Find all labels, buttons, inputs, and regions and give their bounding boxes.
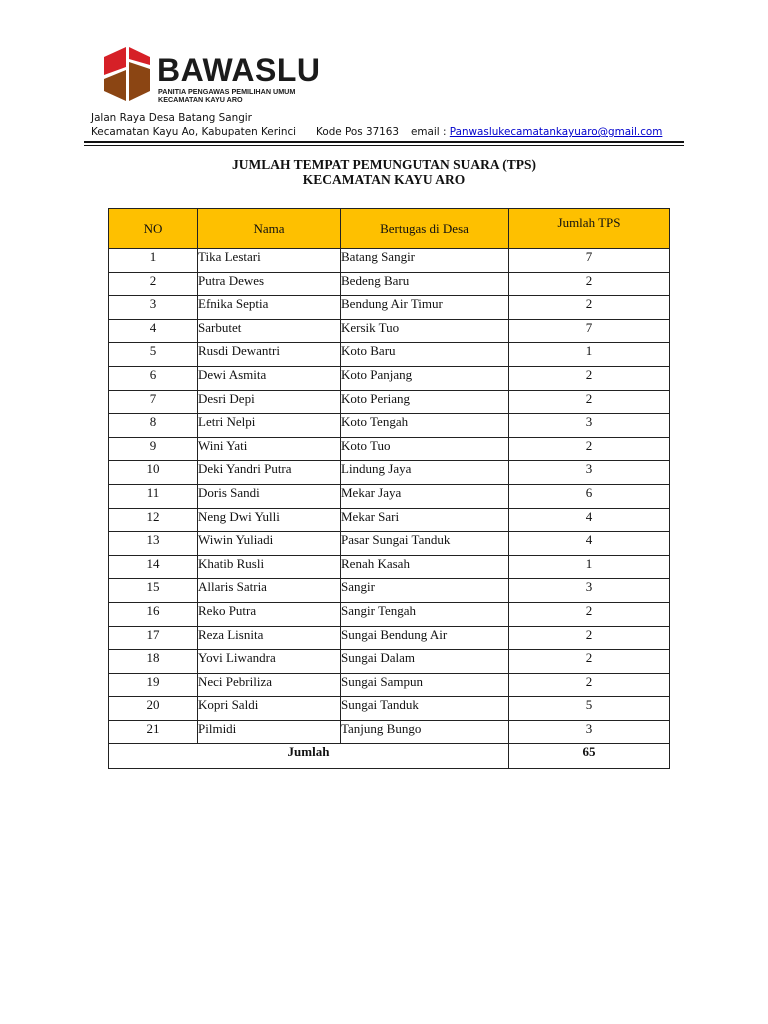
cell-jumlah-tps: 6 [509,484,670,508]
cell-nama: Efnika Septia [198,296,341,320]
cell-jumlah-tps: 3 [509,461,670,485]
cell-desa: Sangir [341,579,509,603]
cell-no: 15 [109,579,198,603]
cell-desa: Kersik Tuo [341,319,509,343]
cell-desa: Koto Baru [341,343,509,367]
header-no: NO [109,209,198,249]
cell-no: 14 [109,555,198,579]
cell-desa: Pasar Sungai Tanduk [341,532,509,556]
cell-no: 18 [109,650,198,674]
bawaslu-logo [92,40,338,112]
address-district: Kecamatan Kayu Ao, Kabupaten Kerinci [91,126,297,138]
cell-nama: Neci Pebriliza [198,673,341,697]
postal-code: Kode Pos 37163 [316,126,400,138]
cell-nama: Desri Depi [198,390,341,414]
table-row [109,249,670,273]
table-row [109,437,670,461]
email-label: email : [411,126,447,138]
total-value: 65 [509,744,670,769]
address-line-2 [91,126,662,139]
cell-nama: Pilmidi [198,720,341,744]
cell-no: 2 [109,272,198,296]
cell-no: 8 [109,414,198,438]
cell-jumlah-tps: 7 [509,319,670,343]
address-line-1: Jalan Raya Desa Batang Sangir [91,112,252,124]
cell-nama: Tika Lestari [198,249,341,273]
cell-nama: Yovi Liwandra [198,650,341,674]
document-title: JUMLAH TEMPAT PEMUNGUTAN SUARA (TPS) [231,157,536,172]
table-row [109,390,670,414]
cell-jumlah-tps: 3 [509,414,670,438]
cell-desa: Tanjung Bungo [341,720,509,744]
logo-wordmark: BAWASLU [157,52,321,88]
cell-desa: Sungai Dalam [341,650,509,674]
cell-nama: Letri Nelpi [198,414,341,438]
cell-nama: Sarbutet [198,319,341,343]
email-link[interactable]: Panwaslukecamatankayuaro@gmail.com [449,126,663,138]
cell-jumlah-tps: 5 [509,697,670,721]
cell-no: 20 [109,697,198,721]
cell-jumlah-tps: 3 [509,720,670,744]
table-row [109,697,670,721]
cell-nama: Deki Yandri Putra [198,461,341,485]
cell-jumlah-tps: 2 [509,366,670,390]
cell-nama: Khatib Rusli [198,555,341,579]
cell-jumlah-tps: 2 [509,650,670,674]
cell-desa: Bendung Air Timur [341,296,509,320]
cell-desa: Sungai Tanduk [341,697,509,721]
table-body [109,249,670,744]
cell-no: 5 [109,343,198,367]
table-row [109,720,670,744]
logo-subtitle-2: KECAMATAN KAYU ARO [158,95,243,104]
table-row [109,579,670,603]
cell-no: 11 [109,484,198,508]
table-row [109,343,670,367]
header-jumlah-tps: Jumlah TPS [509,209,670,249]
table-row [109,508,670,532]
cell-no: 9 [109,437,198,461]
cell-desa: Lindung Jaya [341,461,509,485]
cell-desa: Koto Tengah [341,414,509,438]
table-row [109,366,670,390]
table-row [109,414,670,438]
table-row [109,673,670,697]
table-header-row [109,209,670,249]
cell-desa: Koto Tuo [341,437,509,461]
table-row [109,602,670,626]
cell-no: 6 [109,366,198,390]
cell-desa: Sangir Tengah [341,602,509,626]
cell-nama: Dewi Asmita [198,366,341,390]
table-row [109,461,670,485]
table-row [109,272,670,296]
cell-nama: Doris Sandi [198,484,341,508]
cell-no: 4 [109,319,198,343]
cell-jumlah-tps: 1 [509,343,670,367]
cell-nama: Allaris Satria [198,579,341,603]
cell-jumlah-tps: 2 [509,390,670,414]
header-desa: Bertugas di Desa [341,209,509,249]
cell-jumlah-tps: 2 [509,602,670,626]
cell-no: 16 [109,602,198,626]
header-rule-thin [84,145,684,146]
table-row [109,532,670,556]
tps-table [108,208,670,769]
cell-no: 17 [109,626,198,650]
cell-jumlah-tps: 4 [509,532,670,556]
table-row [109,555,670,579]
cell-desa: Sungai Bendung Air [341,626,509,650]
total-label: Jumlah [109,744,509,769]
cell-desa: Renah Kasah [341,555,509,579]
cell-jumlah-tps: 2 [509,626,670,650]
cell-desa: Batang Sangir [341,249,509,273]
cell-jumlah-tps: 2 [509,272,670,296]
cell-jumlah-tps: 7 [509,249,670,273]
header-nama: Nama [198,209,341,249]
cell-jumlah-tps: 4 [509,508,670,532]
cell-nama: Kopri Saldi [198,697,341,721]
cell-desa: Koto Panjang [341,366,509,390]
cell-nama: Wini Yati [198,437,341,461]
document-subtitle: KECAMATAN KAYU ARO [302,172,466,187]
cell-desa: Sungai Sampun [341,673,509,697]
header-rule-thick [84,141,684,143]
cell-desa: Bedeng Baru [341,272,509,296]
cell-no: 19 [109,673,198,697]
cell-jumlah-tps: 3 [509,579,670,603]
table-row [109,296,670,320]
cell-nama: Neng Dwi Yulli [198,508,341,532]
cell-desa: Mekar Jaya [341,484,509,508]
cell-no: 12 [109,508,198,532]
cell-nama: Wiwin Yuliadi [198,532,341,556]
cell-no: 21 [109,720,198,744]
bawaslu-emblem-icon [98,43,154,105]
cell-desa: Koto Periang [341,390,509,414]
cell-jumlah-tps: 2 [509,673,670,697]
table-row [109,650,670,674]
table-row [109,626,670,650]
cell-nama: Reza Lisnita [198,626,341,650]
cell-no: 7 [109,390,198,414]
cell-nama: Reko Putra [198,602,341,626]
cell-no: 13 [109,532,198,556]
cell-jumlah-tps: 1 [509,555,670,579]
cell-jumlah-tps: 2 [509,296,670,320]
cell-nama: Rusdi Dewantri [198,343,341,367]
cell-no: 3 [109,296,198,320]
cell-no: 10 [109,461,198,485]
logo-subtitle-1: PANITIA PENGAWAS PEMILIHAN UMUM [158,87,296,96]
cell-desa: Mekar Sari [341,508,509,532]
cell-no: 1 [109,249,198,273]
total-row [109,744,670,769]
table-row [109,319,670,343]
cell-jumlah-tps: 2 [509,437,670,461]
table-row [109,484,670,508]
cell-nama: Putra Dewes [198,272,341,296]
